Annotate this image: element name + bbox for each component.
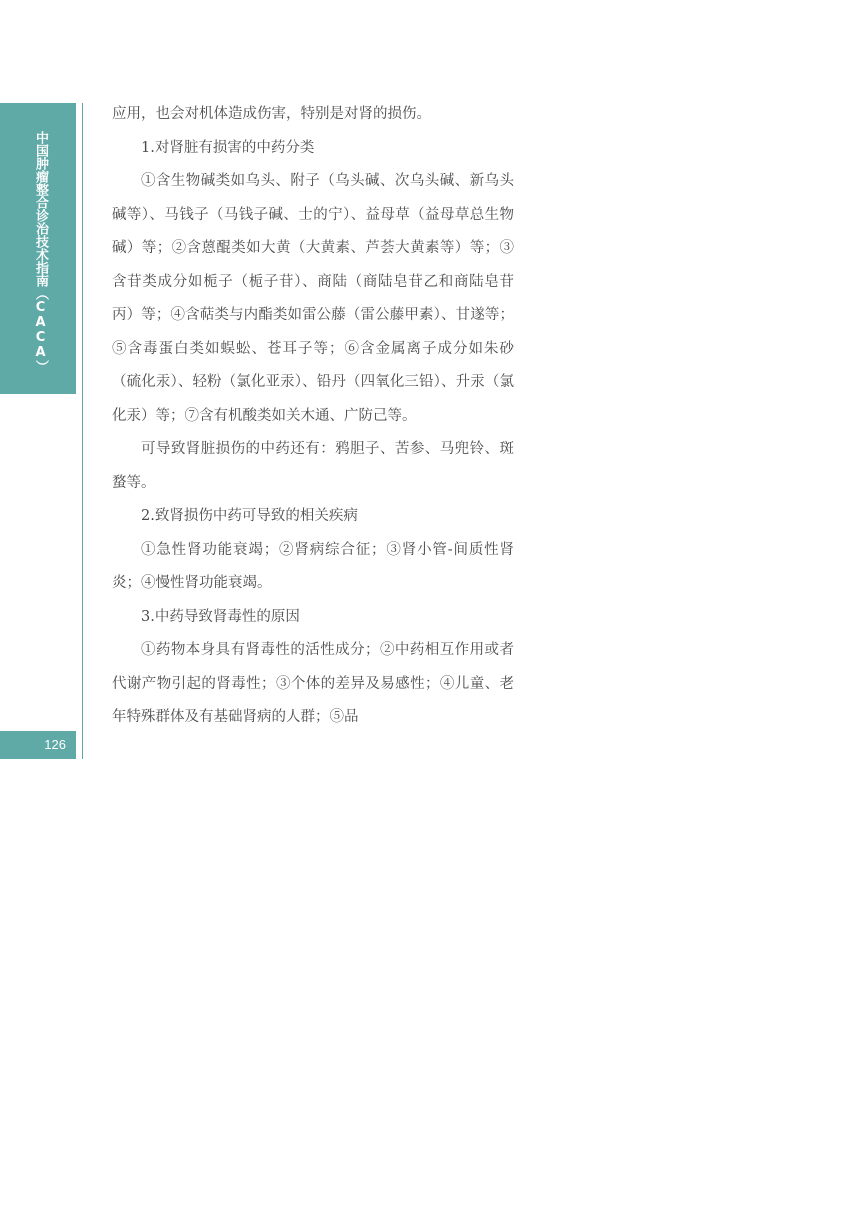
paragraph: ①含生物碱类如乌头、附子（乌头碱、次乌头碱、新乌头碱等）、马钱子（马钱子碱、士的宁）、益母草（益母草总生物碱）等；②含蒽醌类如大黄（大黄素、芦荟大黄素等）等；③含苷类成分如栀子（栀子苷）、商陆（商陆皂苷乙和商陆皂苷丙）等；④含萜类与内酯类如雷公藤（雷公藤甲素）、甘遂等；⑤含毒蛋白类如蜈蚣、苍耳子等；⑥含金属离子成分如朱砂（硫化汞）、轻粉（氯化亚汞）、铅丹（四氧化三铅）、升汞（氯化汞）等；⑦含有机酸类如关木通、广防己等。 (112, 173, 514, 424)
paragraph: 应用，也会对机体造成伤害，特别是对肾的损伤。 (112, 106, 431, 122)
section-heading: 1.对肾脏有损害的中药分类 (141, 139, 315, 156)
paragraph: ①药物本身具有肾毒性的活性成分；②中药相互作用或者代谢产物引起的肾毒性；③个体的差异及易感性；④儿童、老年特殊群体及有基础肾病的人群；⑤品 (112, 642, 514, 725)
book-title: 中国肿瘤整合诊治技术指南（CACA） (33, 131, 48, 373)
paragraph: ①急性肾功能衰竭；②肾病综合征；③肾小管-间质性肾炎；④慢性肾功能衰竭。 (112, 541, 514, 591)
section-heading: 2.致肾损伤中药可导致的相关疾病 (141, 508, 358, 524)
page-number: 126 (44, 737, 66, 752)
side-tab (0, 103, 76, 394)
body-text (112, 98, 514, 735)
page-number-badge (0, 731, 76, 759)
section-heading: 3.中药导致肾毒性的原因 (141, 608, 300, 625)
margin-divider (82, 103, 83, 759)
paragraph: 可导致肾脏损伤的中药还有：鸦胆子、苦参、马兜铃、斑蝥等。 (112, 441, 514, 491)
